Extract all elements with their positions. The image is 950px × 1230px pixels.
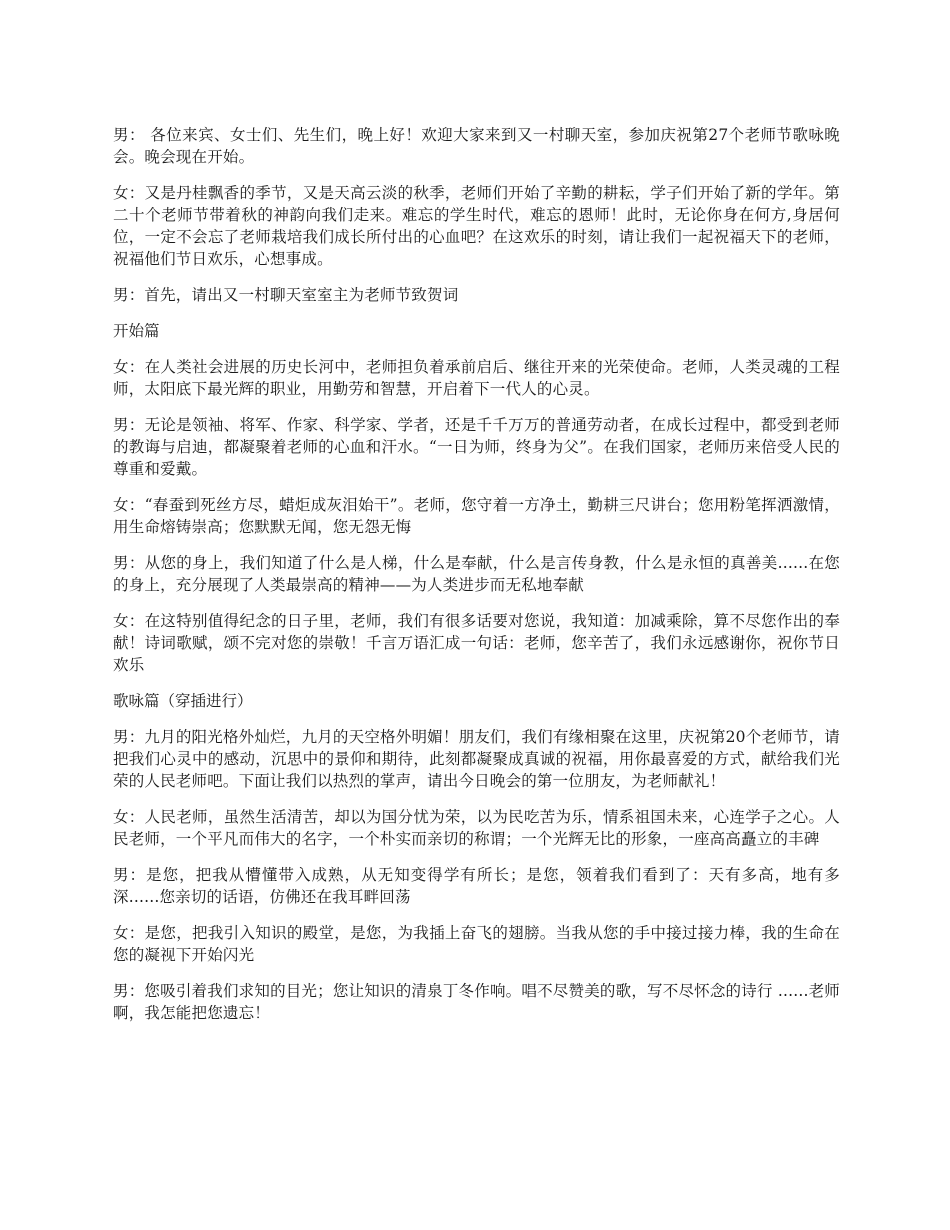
section-heading-start: 开始篇 <box>113 322 160 340</box>
document-page <box>113 124 840 1038</box>
paragraph-opening-greeting: 男： 各位来宾、女士们、先生们，晚上好！欢迎大家来到又一村聊天室，参加庆祝第27个老师节歌咏晚会。晚会现在开始。 <box>113 126 840 166</box>
paragraph-teacher-mission: 女：在人类社会进展的历史长河中，老师担负着承前启后、继往开来的光荣使命。老师，人类灵魂的工程师，太阳底下最光辉的职业，用勤劳和智慧，开启着下一代人的心灵。 <box>113 358 840 398</box>
paragraph-knowledge-palace: 女：是您，把我引入知识的殿堂，是您，为我插上奋飞的翅膀。当我从您的手中接过接力棒，我的生命在您的凝视下开始闪光 <box>113 924 840 964</box>
paragraph-september-sunshine: 男：九月的阳光格外灿烂，九月的天空格外明媚！朋友们，我们有缘相聚在这里，庆祝第20个老师节，请把我们心灵中的感动，沉思中的景仰和期待，此刻都凝聚成真诚的祝福，用你最喜爱的方式，献给我们光荣的人民老师吧。下面让我们以热烈的掌声，请出今日晚会的第一位朋友，为老师献礼！ <box>113 728 840 790</box>
paragraph-teacher-respect: 男：无论是领袖、将军、作家、科学家、学者，还是千千万万的普通劳动者，在成长过程中，都受到老师的教诲与启迪，都凝聚着老师的心血和汗水。“一日为师，终身为父”。在我们国家，老师历来倍受人民的尊重和爱戴。 <box>113 416 840 478</box>
paragraph-never-forget: 男：您吸引着我们求知的目光；您让知识的清泉丁冬作响。唱不尽赞美的歌，写不尽怀念的诗行 ......老师啊，我怎能把您遗忘！ <box>113 982 840 1022</box>
paragraph-people-teacher: 女：人民老师，虽然生活清苦，却以为国分忧为荣，以为民吃苦为乐，情系祖国未来，心连学子之心。人民老师，一个平凡而伟大的名字，一个朴实而亲切的称谓；一个光辉无比的形象，一座高高矗立的丰碑 <box>113 808 840 848</box>
paragraph-gratitude: 女：在这特别值得纪念的日子里，老师，我们有很多话要对您说，我知道：加减乘除，算不尽您作出的奉献！诗词歌赋，颂不完对您的崇敬！千言万语汇成一句话：老师，您辛苦了，我们永远感谢你，祝你节日欢乐 <box>113 612 840 674</box>
paragraph-ladder-dedication: 男：从您的身上，我们知道了什么是人梯，什么是奉献，什么是言传身教，什么是永恒的真善美......在您的身上，充分展现了人类最崇高的精神——为人类进步而无私地奉献 <box>113 554 840 594</box>
paragraph-host-invite: 男：首先，请出又一村聊天室室主为老师节致贺词 <box>113 286 459 304</box>
paragraph-spring-silkworm: 女：“春蚕到死丝方尽，蜡炬成灰泪始干”。老师，您守着一方净土，勤耕三尺讲台；您用粉笔挥洒激情，用生命熔铸崇高；您默默无闻，您无怨无悔 <box>113 496 840 536</box>
paragraph-from-naive: 男：是您，把我从懵懂带入成熟，从无知变得学有所长；是您，领着我们看到了：天有多高，地有多深......您亲切的话语，仿佛还在我耳畔回荡 <box>113 866 840 906</box>
section-heading-songs: 歌咏篇（穿插进行） <box>113 692 253 710</box>
paragraph-season-intro: 女：又是丹桂飘香的季节，又是天高云淡的秋季，老师们开始了辛勤的耕耘，学子们开始了新的学年。第二十个老师节带着秋的神韵向我们走来。难忘的学生时代，难忘的恩师！此时，无论你身在何方,身居何位，一定不会忘了老师栽培我们成长所付出的心血吧？在这欢乐的时刻，请让我们一起祝福天下的老师，祝福他们节日欢乐，心想事成。 <box>113 184 840 268</box>
